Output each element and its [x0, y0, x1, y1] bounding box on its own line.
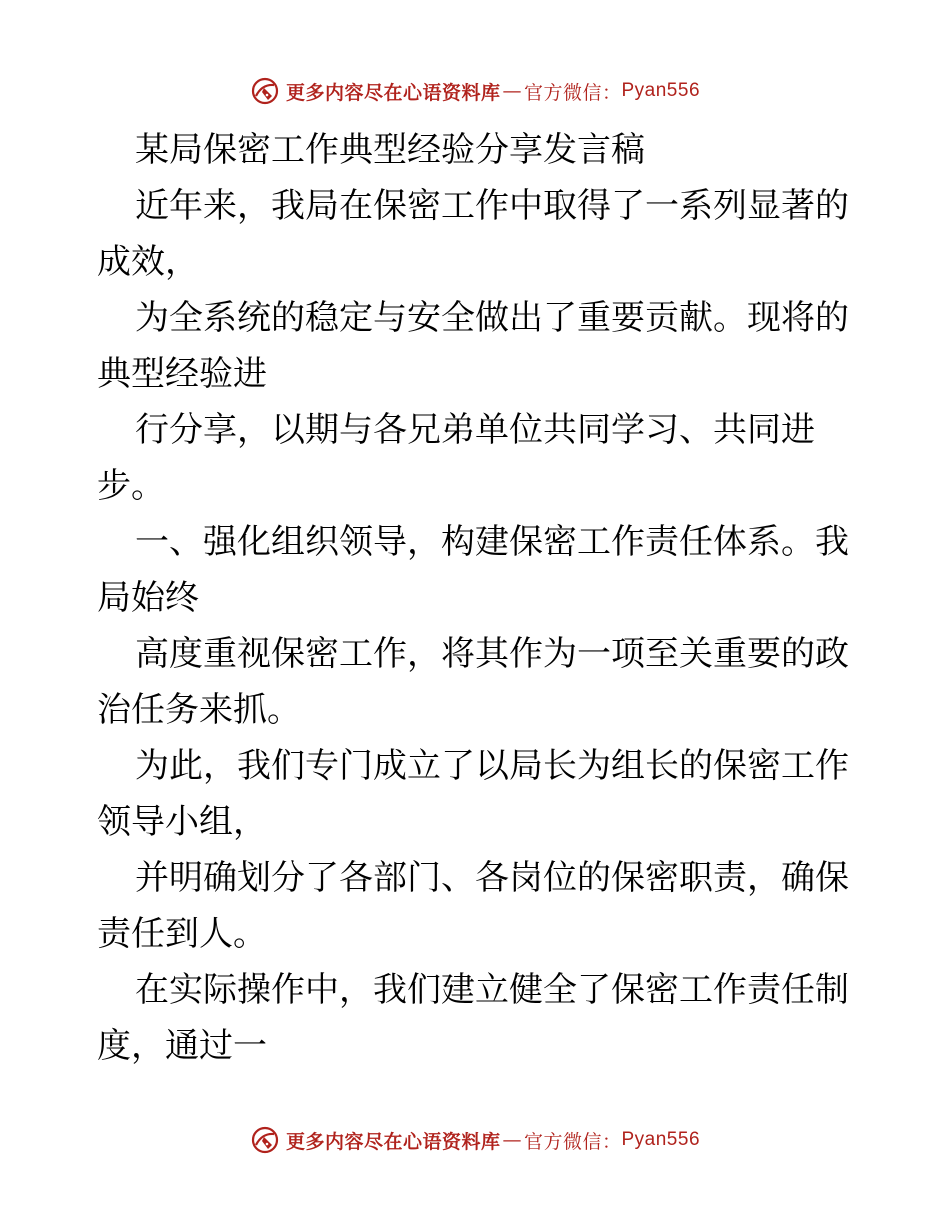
pen-nib-circle-icon [250, 1125, 280, 1155]
paragraph: 一、强化组织领导，构建保密工作责任体系。我局始终 [97, 522, 849, 618]
paragraph: 为全系统的稳定与安全做出了重要贡献。现将的典型经验进 [97, 298, 849, 394]
document-title: 某局保密工作典型经验分享发言稿 [135, 130, 645, 170]
paragraph: 行分享，以期与各兄弟单位共同学习、共同进步。 [97, 410, 815, 506]
watermark-account: Pyan556 [621, 1129, 701, 1150]
watermark-account: Pyan556 [621, 80, 701, 101]
watermark-brand: 更多内容尽在心语资料库 [285, 81, 501, 104]
watermark-wechat-label: 官方微信： [523, 1130, 622, 1153]
paragraph: 为此，我们专门成立了以局长为组长的保密工作领导小组， [97, 746, 849, 842]
header-watermark [0, 71, 950, 111]
watermark-brand: 更多内容尽在心语资料库 [285, 1130, 501, 1153]
watermark-separator: — [502, 1129, 522, 1151]
document-body [97, 122, 857, 1074]
watermark-wechat-label: 官方微信： [523, 81, 622, 104]
paragraph: 高度重视保密工作，将其作为一项至关重要的政治任务来抓。 [97, 634, 849, 730]
paragraph: 在实际操作中，我们建立健全了保密工作责任制度，通过一 [97, 970, 849, 1066]
footer-watermark [0, 1120, 950, 1160]
pen-nib-circle-icon [250, 76, 280, 106]
paragraph: 近年来，我局在保密工作中取得了一系列显著的成效， [97, 186, 849, 282]
watermark-separator: — [502, 80, 522, 102]
paragraph: 并明确划分了各部门、各岗位的保密职责，确保责任到人。 [97, 858, 849, 954]
